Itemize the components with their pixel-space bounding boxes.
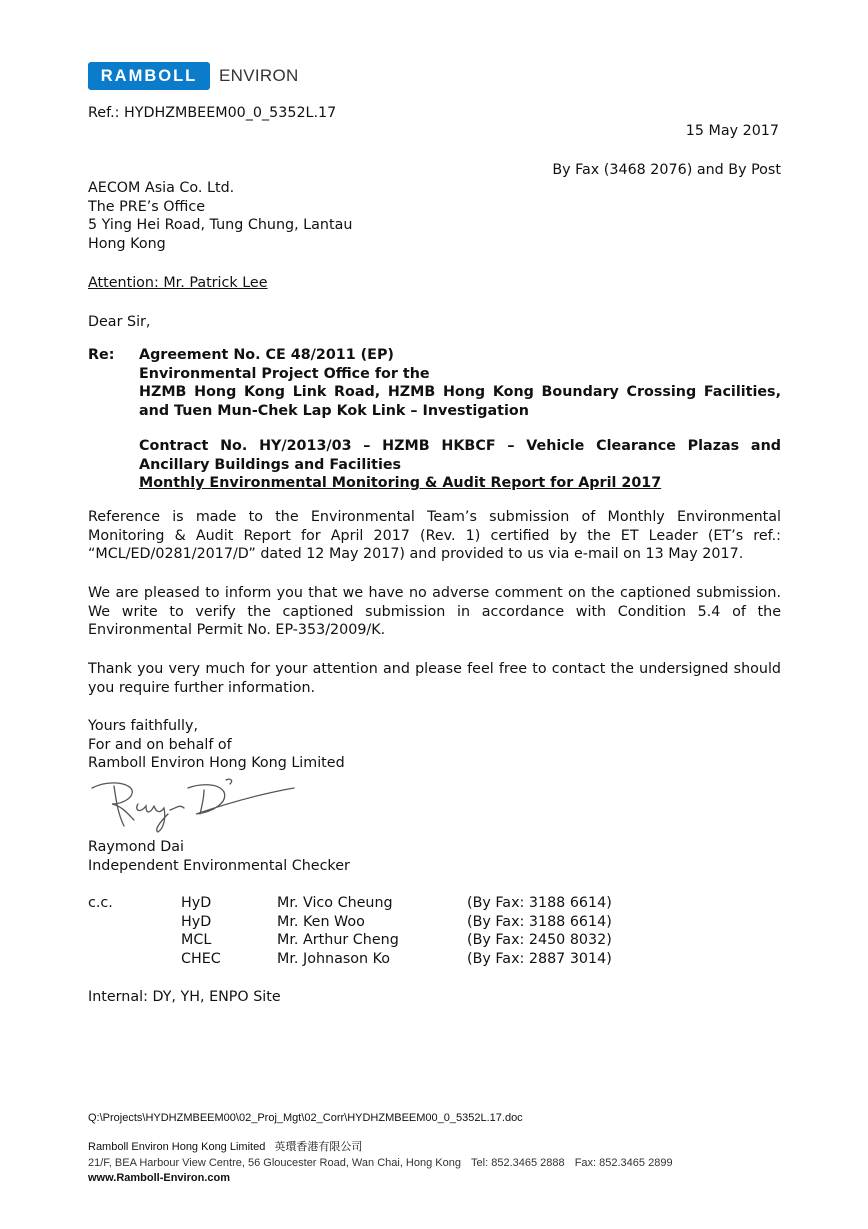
signatory xyxy=(88,838,350,875)
subject-block xyxy=(139,346,781,493)
file-path: Q:\Projects\HYDHZMBEEM00\02_Proj_Mgt\02_Corr\HYDHZMBEEM00_0_5352L.17.doc xyxy=(88,1112,523,1124)
company-logo xyxy=(88,62,299,90)
footer-fax: Fax: 852.3465 2899 xyxy=(574,1157,673,1169)
cc-fax: (By Fax: 2887 3014) xyxy=(467,950,612,967)
logo-suffix: ENVIRON xyxy=(219,66,299,85)
salutation: Dear Sir, xyxy=(88,314,151,330)
cc-fax: (By Fax: 3188 6614) xyxy=(467,895,612,911)
cc-name-column xyxy=(277,894,399,968)
internal-distribution: Internal: DY, YH, ENPO Site xyxy=(88,989,281,1005)
subject-report: Monthly Environmental Monitoring & Audit Report for April 2017 xyxy=(139,475,662,491)
cc-org: MCL xyxy=(181,932,212,948)
cc-fax: (By Fax: 3188 6614) xyxy=(467,913,612,930)
cc-label: c.c. xyxy=(88,895,113,911)
address-line: Hong Kong xyxy=(88,235,166,252)
reference-number: Ref.: HYDHZMBEEM00_0_5352L.17 xyxy=(88,105,337,121)
signatory-title: Independent Environmental Checker xyxy=(88,857,350,874)
logo-brand: RAMBOLL xyxy=(88,62,210,90)
signatory-name: Raymond Dai xyxy=(88,839,184,855)
body-paragraph: We are pleased to inform you that we have no adverse comment on the captioned submission. We write to verify the captioned submission in accordance with Condition 5.4 of the Environmental Permit No. EP-353/2009/K. xyxy=(88,585,781,638)
delivery-method: By Fax (3468 2076) and By Post xyxy=(552,162,781,178)
footer-address xyxy=(88,1157,673,1170)
cc-name: Mr. Johnason Ko xyxy=(277,950,391,967)
address-line: The PRE’s Office xyxy=(88,198,205,215)
footer-website: www.Ramboll-Environ.com xyxy=(88,1172,230,1184)
footer-company-name: Ramboll Environ Hong Kong Limited xyxy=(88,1141,266,1153)
footer-company-cn: 英環香港有限公司 xyxy=(274,1141,363,1153)
cc-fax: (By Fax: 2450 8032) xyxy=(467,932,612,948)
cc-org: HyD xyxy=(181,895,212,911)
closing xyxy=(88,717,345,773)
closing-company: Ramboll Environ Hong Kong Limited xyxy=(88,755,345,771)
cc-org: CHEC xyxy=(181,950,221,967)
letter-date: 15 May 2017 xyxy=(685,123,779,139)
cc-org-column xyxy=(181,894,221,968)
address-line: 5 Ying Hei Road, Tung Chung, Lantau xyxy=(88,217,353,233)
body-paragraph: Thank you very much for your attention and please feel free to contact the undersigned should you require further information. xyxy=(88,661,781,696)
subject-contract: Contract No. HY/2013/03 – HZMB HKBCF – Vehicle Clearance Plazas and Ancillary Buildings and Facilities xyxy=(139,438,781,473)
cc-name: Mr. Vico Cheung xyxy=(277,895,393,911)
recipient-address xyxy=(88,179,352,253)
body-paragraph: Reference is made to the Environmental Team’s submission of Monthly Environmental Monitoring & Audit Report for April 2017 (Rev. 1) certified by the ET Leader (ET’s ref.: “MCL/ED/0281/2017/D” dated 12 May 2017) and provided to us via e-mail on 13 May 2017. xyxy=(88,509,781,562)
cc-name: Mr. Ken Woo xyxy=(277,913,365,930)
cc-org: HyD xyxy=(181,913,212,930)
footer-address-text: 21/F, BEA Harbour View Centre, 56 Gloucester Road, Wan Chai, Hong Kong xyxy=(88,1157,461,1169)
footer-tel: Tel: 852.3465 2888 xyxy=(471,1157,565,1169)
footer-company xyxy=(88,1141,362,1154)
re-label: Re: xyxy=(88,347,115,363)
subject-project: HZMB Hong Kong Link Road, HZMB Hong Kong Boundary Crossing Facilities, and Tuen Mun-Chek Lap Kok Link – Investigation xyxy=(139,384,781,419)
closing-line: For and on behalf of xyxy=(88,736,232,753)
address-line: AECOM Asia Co. Ltd. xyxy=(88,180,235,196)
attention-line: Attention: Mr. Patrick Lee xyxy=(88,275,268,291)
cc-name: Mr. Arthur Cheng xyxy=(277,932,399,948)
cc-fax-column xyxy=(467,894,612,968)
subject-agreement: Agreement No. CE 48/2011 (EP) xyxy=(139,347,394,363)
closing-line: Yours faithfully, xyxy=(88,718,198,734)
handwritten-signature xyxy=(88,774,308,834)
subject-office: Environmental Project Office for the xyxy=(139,365,430,382)
